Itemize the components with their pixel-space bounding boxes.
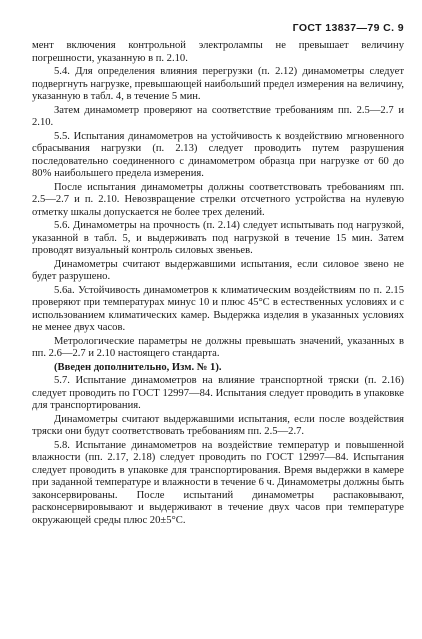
document-body (32, 40, 404, 528)
paragraph-5-6a-metrology: Метрологические параметры не должны превышать значений, указанных в пп. 2.6—2.7 и 2.10 настоящего стандарта. (32, 335, 404, 360)
paragraph-continuation: мент включения контрольной электролампы не превышает величину погрешности, указанную в п. 2.10. (32, 40, 404, 64)
page-header: ГОСТ 13837—79 С. 9 (292, 22, 404, 34)
paragraph-5-6-result: Динамометры считают выдержавшими испытания, если силовое звено не будет разрушено. (32, 258, 404, 283)
paragraph-5-6a: 5.6а. Устойчивость динамометров к климатическим воздействиям по п. 2.15 проверяют при температурах минус 10 и плюс 45°С в естественных условиях и с использованием климатических камер. Выдержка изделия в указанных условиях не менее двух часов. (32, 284, 404, 334)
paragraph-5-8: 5.8. Испытание динамометров на воздействие температур и повышенной влажности (пп. 2.17, 2.18) следует проводить по ГОСТ 12997—84. Испытания следует проводить в упаковке для транспортирования. Время выдержки в камере при заданной температуре и влажности в течение 6 ч. Динамометры должны быть законсервированы. После испытаний динамометры распаковывают, расконсервировывают и выдерживают в течение двух часов при температуре окружающей среды плюс 20±5°С. (32, 439, 405, 526)
paragraph-5-6: 5.6. Динамометры на прочность (п. 2.14) следует испытывать под нагрузкой, указанной в табл. 5, и выдерживать под нагрузкой в течение 15 мин. Затем проводят визуальный контроль силовых звеньев. (32, 220, 404, 257)
paragraph-5-4-check: Затем динамометр проверяют на соответствие требованиям пп. 2.5—2.7 и 2.10. (32, 104, 404, 129)
paragraph-5-7: 5.7. Испытание динамометров на влияние транспортной тряски (п. 2.16) следует проводить по ГОСТ 12997—84. Испытания следует проводить в упаковке для транспортирования. (32, 375, 404, 412)
amendment-note: (Введен дополнительно, Изм. № 1). (54, 361, 222, 373)
paragraph-5-5-after: После испытания динамометры должны соответствовать требованиям пп. 2.5—2.7 и п. 2.10. Невозвращение стрелки отсчетного устройства на нулевую отметку шкалы допускается не более трех делений. (32, 181, 404, 218)
paragraph-5-5: 5.5. Испытания динамометров на устойчивость к воздействию мгновенного сбрасывания нагрузки (п. 2.13) следует проводить путем разрушения последовательно соединенного с динамометром образца при нагрузке от 60 до 80% наибольшего предела измерения. (32, 130, 404, 180)
paragraph-5-7-result: Динамометры считают выдержавшими испытания, если после воздействия тряски они будут соответствовать требованиям пп. 2.5—2.7. (32, 413, 404, 438)
paragraph-5-4: 5.4. Для определения влияния перегрузки (п. 2.12) динамометры следует подвергнуть нагрузке, превышающей наибольший предел измерения на величину, указанную в табл. 4, в течение 5 мин. (32, 65, 404, 103)
